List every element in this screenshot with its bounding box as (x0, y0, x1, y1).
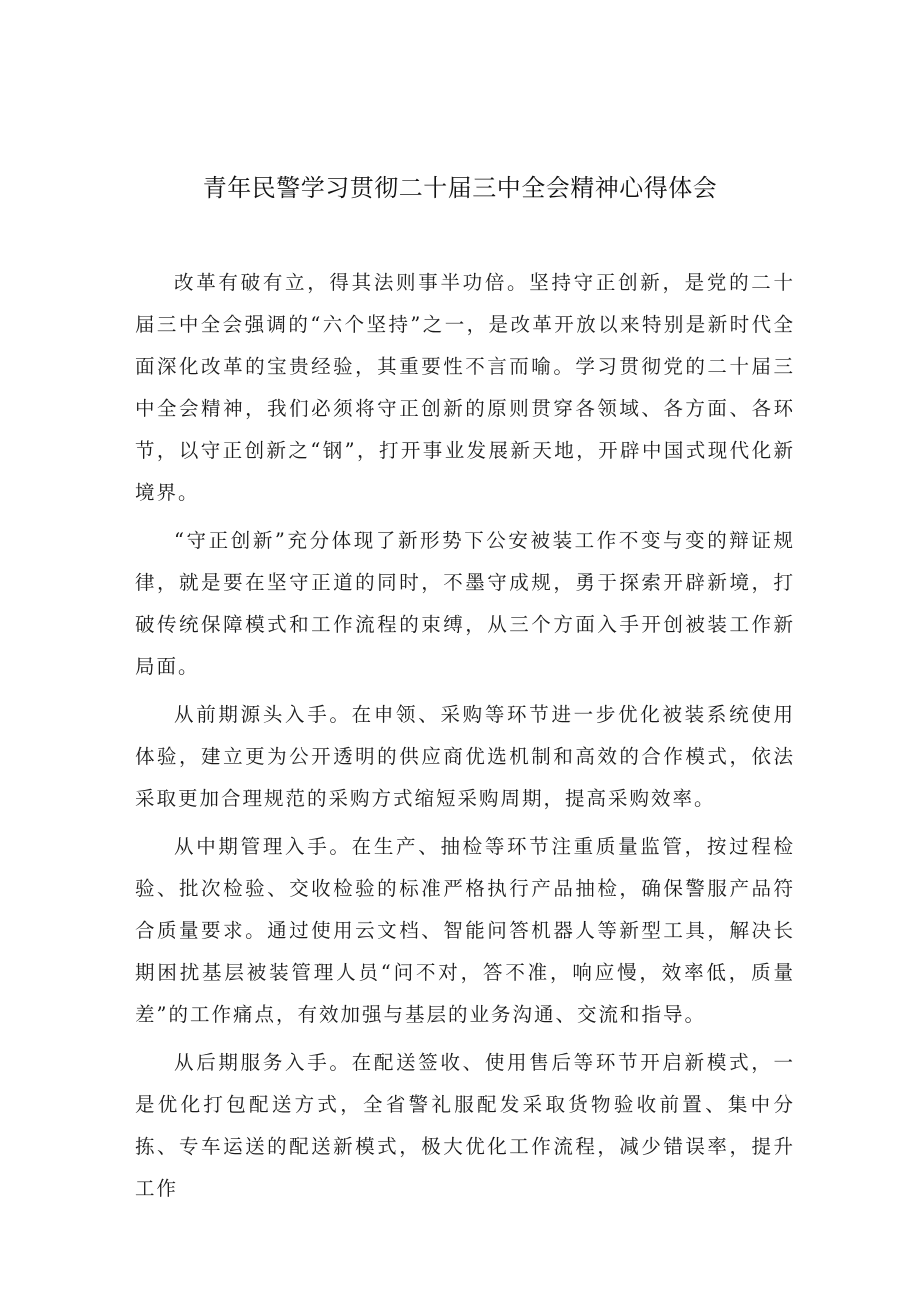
document-body (135, 262, 795, 1216)
document-title: 青年民警学习贯彻二十届三中全会精神心得体会 (202, 174, 718, 202)
paragraph-2: “守正创新”充分体现了新形势下公安被装工作不变与变的辩证规律，就是要在坚守正道的同时，不墨守成规，勇于探索开辟新境，打破传统保障模式和工作流程的束缚，从三个方面入手开创被装工作新局面。 (135, 529, 795, 678)
paragraph-5: 从后期服务入手。在配送签收、使用售后等环节开启新模式，一是优化打包配送方式，全省警礼服配发采取货物验收前置、集中分拣、专车运送的配送新模式，极大优化工作流程，减少错误率，提升工作 (135, 1051, 795, 1200)
paragraph-4: 从中期管理入手。在生产、抽检等环节注重质量监管，按过程检验、批次检验、交收检验的标准严格执行产品抽检，确保警服产品符合质量要求。通过使用云文档、智能问答机器人等新型工具，解决长期困扰基层被装管理人员“问不对，答不准，响应慢，效率低，质量差”的工作痛点，有效加强与基层的业务沟通、交流和指导。 (135, 835, 795, 1026)
paragraph-3: 从前期源头入手。在申领、采购等环节进一步优化被装系统使用体验，建立更为公开透明的供应商优选机制和高效的合作模式，依法采取更加合理规范的采购方式缩短采购周期，提高采购效率。 (135, 703, 795, 810)
paragraph-1: 改革有破有立，得其法则事半功倍。坚持守正创新，是党的二十届三中全会强调的“六个坚持”之一，是改革开放以来特别是新时代全面深化改革的宝贵经验，其重要性不言而喻。学习贯彻党的二十届三中全会精神，我们必须将守正创新的原则贯穿各领域、各方面、各环节，以守正创新之“钢”，打开事业发展新天地，开辟中国式现代化新境界。 (135, 271, 795, 504)
